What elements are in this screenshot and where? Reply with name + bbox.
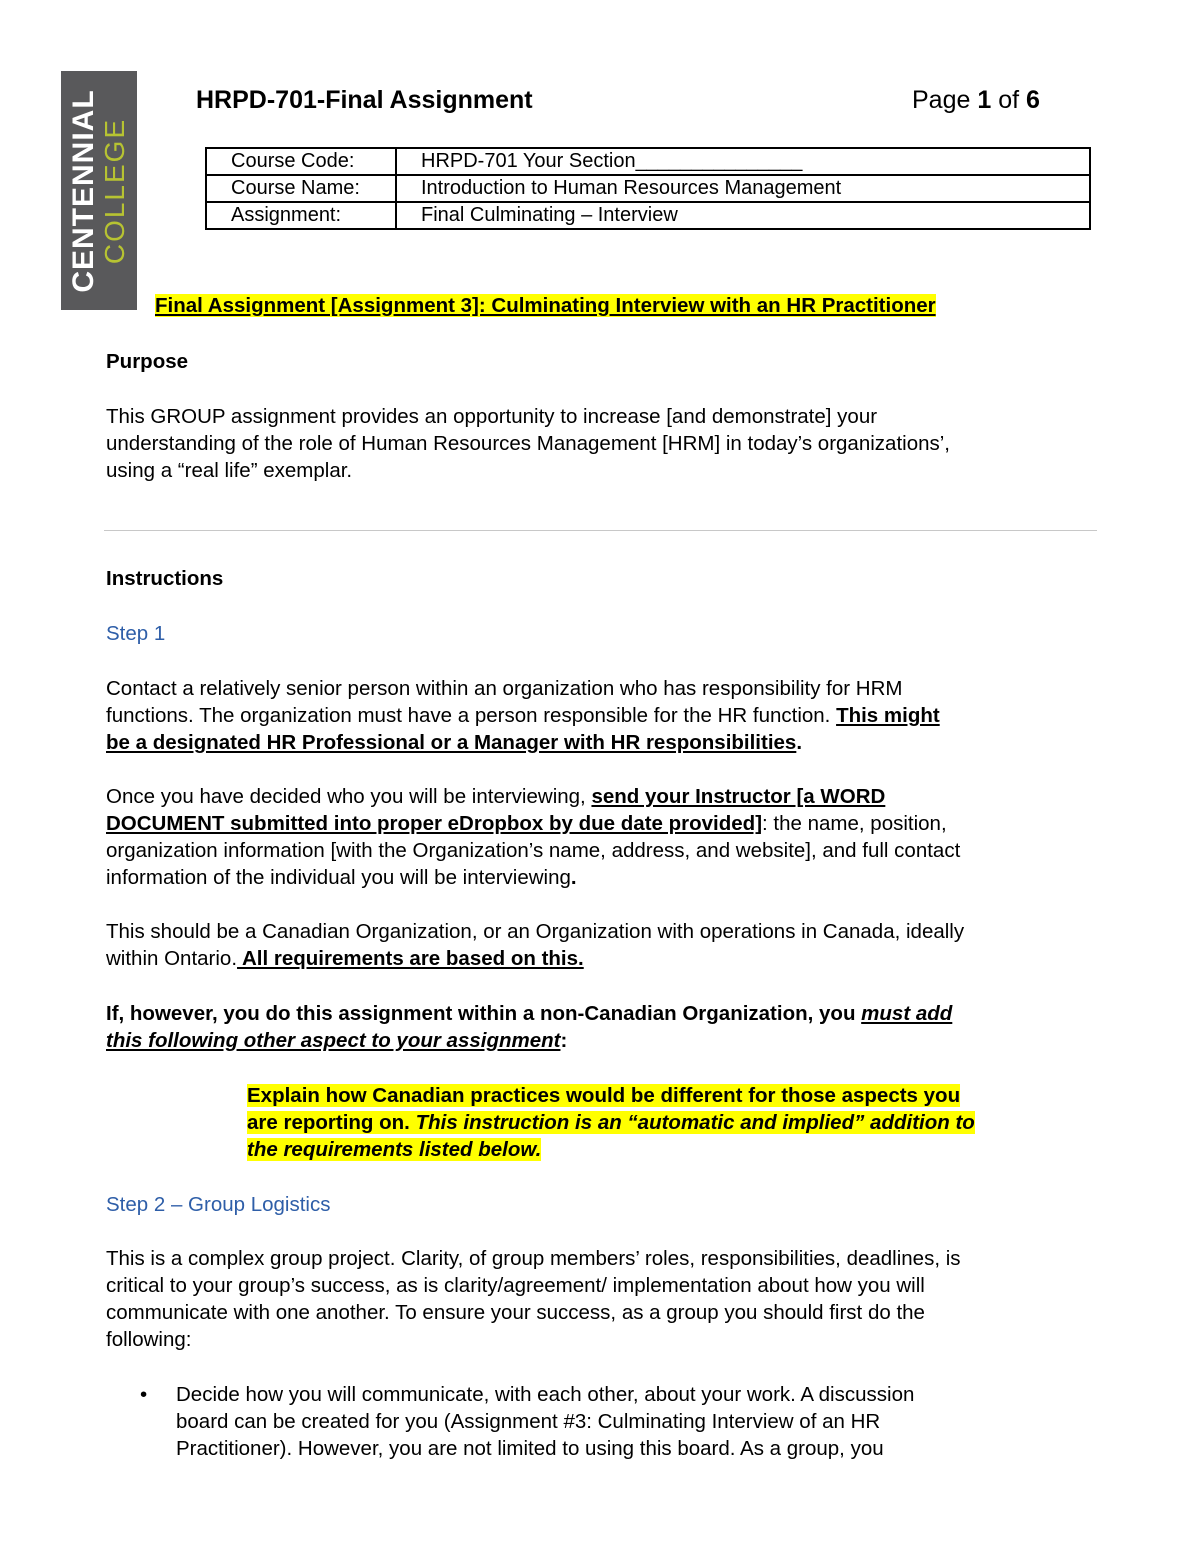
canadian-note-line-1: Explain how Canadian practices would be different for those aspects you <box>247 1084 961 1107</box>
table-row <box>206 202 1090 229</box>
step1-line-3: be a designated HR Professional or a Manager with HR responsibilities. <box>106 731 803 754</box>
step1-line-1: Contact a relatively senior person within an organization who has responsibility for HRM <box>106 677 903 700</box>
step1-p2-line-3: organization information [with the Organization’s name, address, and website], and full contact <box>106 839 961 862</box>
table-row <box>206 175 1090 202</box>
step1-p3-line-2: within Ontario. All requirements are based on this. <box>106 947 584 970</box>
document-title: Final Assignment [Assignment 3]: Culminating Interview with an HR Practitioner <box>155 294 936 317</box>
bullet-1-line-3: Practitioner). However, you are not limited to using this board. As a group, you <box>176 1437 884 1460</box>
bullet-icon: • <box>140 1383 148 1406</box>
college-logo <box>61 71 137 310</box>
step1-p2-line-4: information of the individual you will be interviewing. <box>106 866 577 889</box>
bullet-1-line-1: Decide how you will communicate, with each other, about your work. A discussion <box>176 1383 915 1406</box>
course-name-value: Introduction to Human Resources Management <box>396 175 1090 202</box>
course-code-label: Course Code: <box>206 148 396 175</box>
header-title: HRPD-701-Final Assignment <box>196 86 533 114</box>
instructions-heading: Instructions <box>106 567 224 590</box>
course-code-value: HRPD-701 Your Section_______________ <box>396 148 1090 175</box>
bullet-1-line-2: board can be created for you (Assignment #3: Culminating Interview of an HR <box>176 1410 881 1433</box>
canadian-note-line-3: the requirements listed below. <box>247 1138 542 1161</box>
step1-p4-line-1: If, however, you do this assignment within a non-Canadian Organization, you must add <box>106 1002 953 1025</box>
purpose-heading: Purpose <box>106 350 189 373</box>
purpose-line-2: understanding of the role of Human Resources Management [HRM] in today’s organizations’, <box>106 432 950 455</box>
purpose-line-3: using a “real life” exemplar. <box>106 459 353 482</box>
purpose-line-1: This GROUP assignment provides an opportunity to increase [and demonstrate] your <box>106 405 878 428</box>
course-name-label: Course Name: <box>206 175 396 202</box>
step1-line-2: functions. The organization must have a person responsible for the HR function. This might <box>106 704 940 727</box>
step1-p4-line-2: this following other aspect to your assignment: <box>106 1029 568 1052</box>
logo-line-1: CENTENNIAL <box>67 88 100 293</box>
step1-p2-line-1: Once you have decided who you will be interviewing, send your Instructor [a WORD <box>106 785 886 808</box>
step1-p2-line-2: DOCUMENT submitted into proper eDropbox by due date provided]: the name, position, <box>106 812 947 835</box>
logo-line-2: COLLEGE <box>99 117 130 264</box>
step1-p3-line-1: This should be a Canadian Organization, or an Organization with operations in Canada, ideally <box>106 920 965 943</box>
course-info-table <box>205 147 1091 230</box>
step-2-heading: Step 2 – Group Logistics <box>106 1193 331 1216</box>
step2-line-4: following: <box>106 1328 192 1351</box>
header-page-number: Page 1 of 6 <box>912 86 1040 114</box>
assignment-value: Final Culminating – Interview <box>396 202 1090 229</box>
assignment-label: Assignment: <box>206 202 396 229</box>
canadian-note-line-2: are reporting on. This instruction is an “automatic and implied” addition to <box>247 1111 975 1134</box>
table-row <box>206 148 1090 175</box>
step-1-heading: Step 1 <box>106 622 166 645</box>
step2-line-3: communicate with one another. To ensure your success, as a group you should first do the <box>106 1301 925 1324</box>
step2-line-2: critical to your group’s success, as is clarity/agreement/ implementation about how you will <box>106 1274 925 1297</box>
section-divider <box>104 530 1097 531</box>
step2-line-1: This is a complex group project. Clarity, of group members’ roles, responsibilities, deadlines, is <box>106 1247 961 1270</box>
